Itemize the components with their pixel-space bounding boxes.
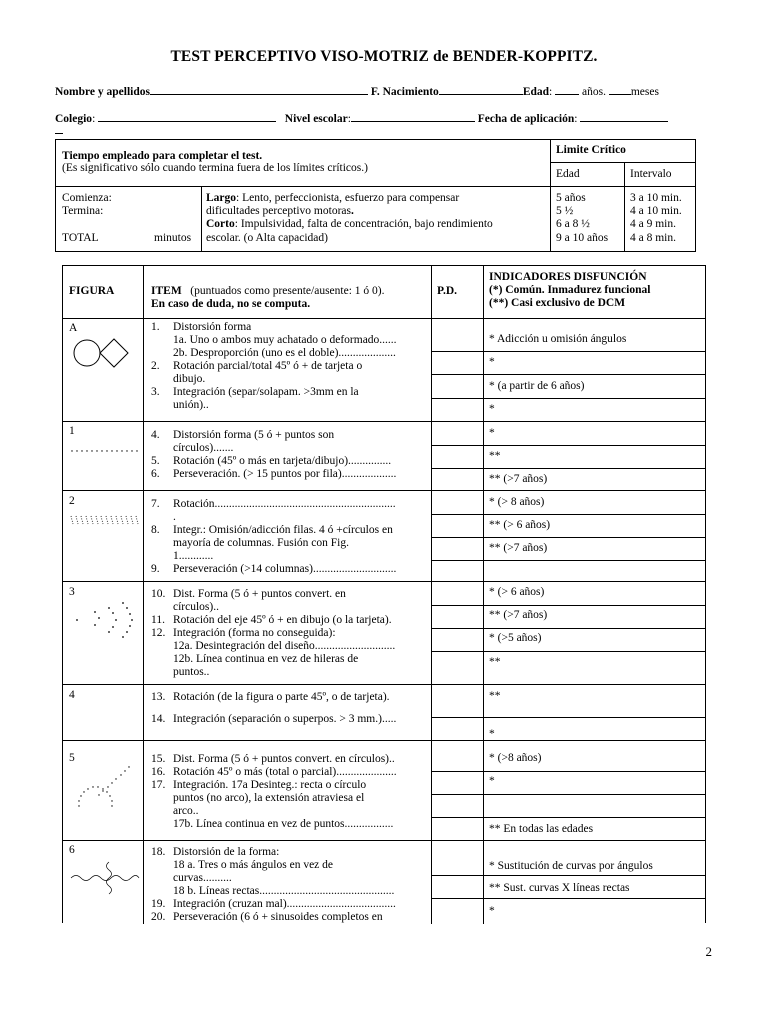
list-item: 17. Integración. 17a Desinteg.: recta o círculo xyxy=(151,779,367,791)
list-item: círculos).. xyxy=(173,601,219,613)
list-item: mayoría de columnas. Fusión con Fig. xyxy=(173,537,349,549)
figure-label-2: 2 xyxy=(69,495,75,507)
indicator-5: ** xyxy=(489,450,501,462)
total-label: TOTAL xyxy=(62,232,99,244)
list-item: 4. Distorsión forma (5 ó + puntos son xyxy=(151,429,335,441)
list-item: 10. Dist. Forma (5 ó + puntos convert. en xyxy=(151,588,346,600)
largo-desc-2: dificultades perceptivo motoras. xyxy=(206,205,354,217)
figure-label-1: 1 xyxy=(69,425,75,437)
age-3: 9 a 10 años xyxy=(556,232,609,244)
list-item: 12. Integración (forma no conseguida): xyxy=(151,627,336,639)
list-item: 13. Rotación (de la figura o parte 45º, o de tarjeta). xyxy=(151,691,390,703)
list-item: unión).. xyxy=(173,399,209,411)
indicator-10: * (> 6 años) xyxy=(489,586,545,598)
list-item: 19. Integración (cruzan mal)...................................... xyxy=(151,898,396,910)
col-indicadores: INDICADORES DISFUNCIÓN xyxy=(489,271,647,283)
pd-cell-3[interactable] xyxy=(432,375,483,397)
indicator-2: * (a partir de 6 años) xyxy=(489,380,585,392)
indicator-20: ** Sust. curvas X líneas rectas xyxy=(489,882,630,894)
list-item: 2b. Desproporción (uno es el doble).................... xyxy=(173,347,396,359)
nombre-field[interactable] xyxy=(150,84,368,95)
figure-5-drawing xyxy=(69,764,139,814)
figure-label-a: A xyxy=(69,322,78,334)
largo-desc: Largo: Lento, perfeccionista, esfuerzo para compensar xyxy=(206,192,460,204)
figure-label-6: 6 xyxy=(69,844,75,856)
item-list-1 xyxy=(151,429,396,481)
figure-a-drawing xyxy=(69,336,139,370)
item-list-6 xyxy=(151,846,396,924)
indicator-0: * Adicción u omisión ángulos xyxy=(489,333,627,345)
list-item: 9. Perseveración (>14 columnas)............................. xyxy=(151,563,397,575)
list-item: 5. Rotación (45º o más en tarjeta/dibujo)............... xyxy=(151,455,392,467)
indicator-4: * xyxy=(489,427,495,439)
scoring-table xyxy=(62,265,706,923)
meses-label: meses xyxy=(630,86,659,98)
indicator-16: * (>8 años) xyxy=(489,752,542,764)
page-title: TEST PERCEPTIVO VISO-MOTRIZ de BENDER-KOPPITZ. xyxy=(170,48,598,65)
anos-label: años. xyxy=(581,86,606,98)
age-2: 6 a 8 ½ xyxy=(556,218,590,230)
list-item: arco.. xyxy=(173,805,199,817)
list-item: puntos (no arco), la extensión atraviesa el xyxy=(173,792,365,804)
indicator-18: ** En todas las edades xyxy=(489,823,594,835)
list-item: puntos.. xyxy=(173,666,210,678)
indicator-7: * (> 8 años) xyxy=(489,496,545,508)
nacimiento-field[interactable] xyxy=(439,84,523,95)
age-1: 5 ½ xyxy=(556,205,574,217)
indicator-6: ** (>7 años) xyxy=(489,473,548,485)
figure-label-3: 3 xyxy=(69,586,75,598)
list-item: 7. Rotación............................................................... xyxy=(151,498,396,510)
list-item: 3. Integración (separ/solapam. >3mm en la xyxy=(151,386,359,398)
col-indicadores-3: (**) Casi exclusivo de DCM xyxy=(489,297,626,309)
age-0: 5 años xyxy=(556,192,586,204)
colegio-label: Colegio xyxy=(55,113,93,125)
name-row: Nombre y apellidos F. Nacimiento Edad: años. meses xyxy=(55,86,659,98)
figure-label-5: 5 xyxy=(69,752,75,764)
edad-anos-field[interactable] xyxy=(555,84,579,95)
nombre-label: Nombre y apellidos xyxy=(55,86,150,98)
col-figura: FIGURA xyxy=(69,285,115,297)
item-list-a xyxy=(151,321,397,412)
nacimiento-label: F. Nacimiento xyxy=(370,86,439,98)
figure-3-drawing xyxy=(69,600,139,640)
list-item: curvas.......... xyxy=(173,872,232,884)
indicator-21: * xyxy=(489,905,495,917)
school-row: Colegio: Nivel escolar: Fecha de aplicación: xyxy=(55,111,668,125)
list-item: círculos)....... xyxy=(173,442,234,454)
indicator-13: ** xyxy=(489,656,501,668)
indicator-17: * xyxy=(489,775,495,787)
list-item: 2. Rotación parcial/total 45º ó + de tarjeta o xyxy=(151,360,363,372)
list-item: 8. Integr.: Omisión/adicción filas. 4 ó +círculos en xyxy=(151,524,393,536)
col-indicadores-2: (*) Común. Inmadurez funcional xyxy=(489,284,651,296)
fecha-field[interactable] xyxy=(580,111,668,122)
minutos-label: minutos xyxy=(154,232,192,244)
figure-6-drawing xyxy=(69,860,141,896)
indicator-15: * xyxy=(489,728,495,740)
figure-1-drawing xyxy=(69,446,139,456)
list-item: 15. Dist. Forma (5 ó + puntos convert. en círculos).. xyxy=(151,753,395,765)
pd-cell-4[interactable] xyxy=(432,399,483,420)
interval-1: 4 a 10 min. xyxy=(630,205,682,217)
corto-desc-2: escolar. (o Alta capacidad) xyxy=(206,232,328,244)
indicator-8: ** (> 6 años) xyxy=(489,519,551,531)
list-item: 12b. Línea continua en vez de hileras de xyxy=(173,653,359,665)
list-item: 18 a. Tres o más ángulos en vez de xyxy=(173,859,334,871)
interval-3: 4 a 8 min. xyxy=(630,232,676,244)
edad-label: Edad xyxy=(522,86,550,98)
interval-0: 3 a 10 min. xyxy=(630,192,682,204)
indicator-1: * xyxy=(489,356,495,368)
time-table xyxy=(55,139,696,252)
list-item: 1............ xyxy=(173,550,214,562)
figure-label-4: 4 xyxy=(69,689,75,701)
indicator-19: * Sustitución de curvas por ángulos xyxy=(489,860,653,872)
indicator-3: * xyxy=(489,403,495,415)
intervalo-col-label: Intervalo xyxy=(630,168,672,180)
edad-meses-field[interactable] xyxy=(609,84,631,95)
page-number: 2 xyxy=(705,944,712,959)
nivel-label: Nivel escolar xyxy=(284,113,348,125)
list-item: 11. Rotación del eje 45º ó + en dibujo (o la tarjeta). xyxy=(151,614,392,626)
list-item: dibujo. xyxy=(173,373,206,385)
pd-cell-1[interactable] xyxy=(432,319,483,350)
list-item: 1a. Uno o ambos muy achatado o deformado...... xyxy=(173,334,397,346)
fecha-label: Fecha de aplicación xyxy=(477,113,575,125)
item-list-3 xyxy=(151,588,395,679)
comienza-label: Comienza: xyxy=(62,192,112,204)
col-item-note: En caso de duda, no se computa. xyxy=(151,298,311,310)
indicator-11: ** (>7 años) xyxy=(489,609,548,621)
figure-2-drawing xyxy=(69,514,139,526)
list-item: 20. Perseveración (6 ó + sinusoides completos en xyxy=(151,911,383,923)
indicator-12: * (>5 años) xyxy=(489,632,542,644)
list-item: 18 b. Líneas rectas............................................... xyxy=(173,885,395,897)
pd-cell-2[interactable] xyxy=(432,352,483,373)
list-item: 16. Rotación 45º o más (total o parcial)..................... xyxy=(151,766,397,778)
col-item: ITEM (puntuados como presente/ausente: 1 ó 0). xyxy=(151,285,385,297)
list-item: 14. Integración (separación o superpos. > 3 mm.)..... xyxy=(151,713,397,725)
nivel-field[interactable] xyxy=(351,111,475,122)
underline-stub xyxy=(55,133,63,134)
time-heading: Tiempo empleado para completar el test. xyxy=(62,150,263,162)
list-item: . xyxy=(173,511,176,523)
limite-critico-label: Limite Crítico xyxy=(556,144,626,156)
item-list-5 xyxy=(151,753,397,831)
list-item: 6. Perseveración. (> 15 puntos por fila)................... xyxy=(151,468,397,480)
indicator-9: ** (>7 años) xyxy=(489,542,548,554)
item-list-4 xyxy=(151,691,396,726)
col-pd: P.D. xyxy=(437,285,458,297)
indicator-14: ** xyxy=(489,690,501,702)
list-item: 18. Distorsión de la forma: xyxy=(151,846,280,858)
edad-col-label: Edad xyxy=(556,168,580,180)
list-item: 12a. Desintegración del diseño............................ xyxy=(173,640,396,652)
interval-2: 4 a 9 min. xyxy=(630,218,676,230)
time-note: (Es significativo sólo cuando termina fuera de los límites críticos.) xyxy=(62,162,368,174)
colegio-field[interactable] xyxy=(98,111,276,122)
list-item: 17b. Línea continua en vez de puntos................. xyxy=(173,818,394,830)
item-list-2 xyxy=(151,498,396,576)
list-item: 1. Distorsión forma xyxy=(151,321,252,333)
termina-label: Termina: xyxy=(62,205,104,217)
corto-desc: Corto: Impulsividad, falta de concentración, bajo rendimiento xyxy=(206,218,493,230)
